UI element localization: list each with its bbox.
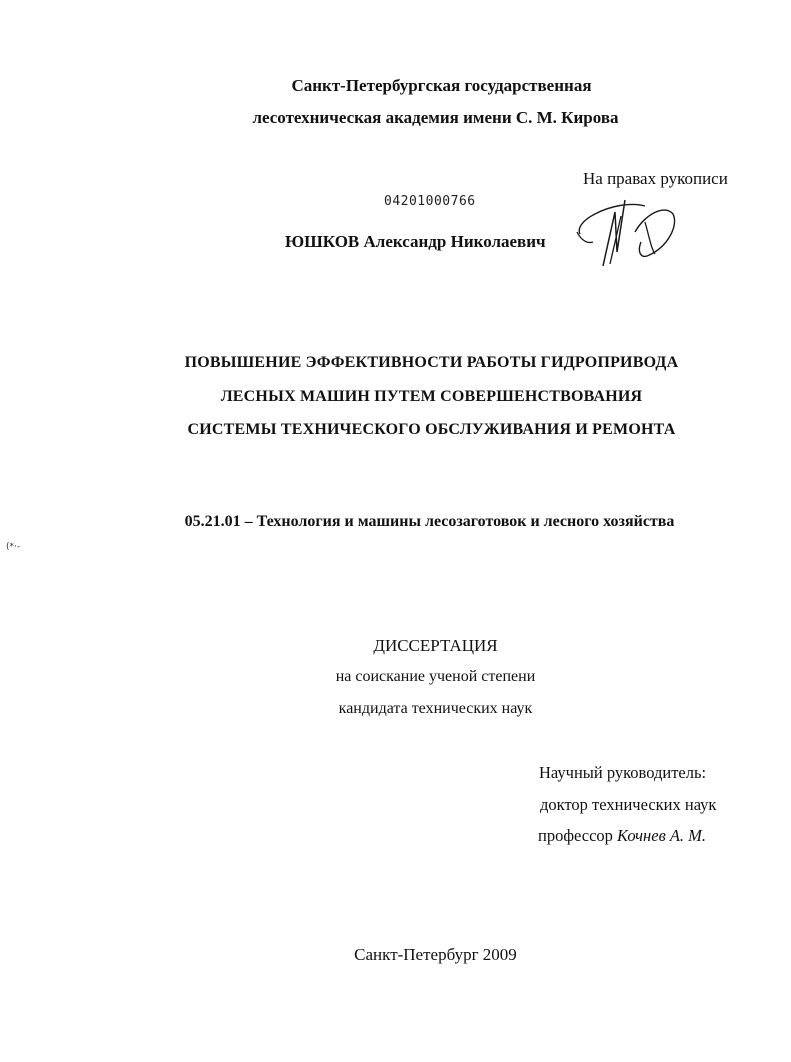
advisor-label: Научный руководитель:: [539, 763, 707, 782]
document-type: ДИССЕРТАЦИЯ: [373, 636, 498, 655]
city-and-year: Санкт-Петербург 2009: [354, 945, 517, 964]
advisor-name: Кочнев А. М.: [617, 826, 707, 845]
dissertation-title-line1: ПОВЫШЕНИЕ ЭФФЕКТИВНОСТИ РАБОТЫ ГИДРОПРИВОДА: [184, 354, 679, 371]
author-signature: [575, 192, 685, 272]
dissertation-title-line2: ЛЕСНЫХ МАШИН ПУТЕМ СОВЕРШЕНСТВОВАНИЯ: [220, 388, 643, 405]
dissertation-title-line3: СИСТЕМЫ ТЕХНИЧЕСКОГО ОБСЛУЖИВАНИЯ И РЕМОНТА: [187, 421, 676, 438]
degree-line2: кандидата технических наук: [338, 700, 533, 717]
institution-name-line2: лесотехническая академия имени С. М. Кирова: [252, 108, 619, 127]
degree-line1: на соискание ученой степени: [335, 668, 536, 685]
margin-scan-mark: (*·-: [6, 542, 21, 552]
specialty-code: 05.21.01 – Технология и машины лесозаготовок и лесного хозяйства: [184, 513, 675, 530]
institution-name-line1: Санкт-Петербургская государственная: [291, 76, 592, 95]
advisor-degree: доктор технических наук: [540, 795, 717, 814]
author-name: ЮШКОВ Александр Николаевич: [285, 232, 546, 251]
advisor-position: профессор: [538, 826, 613, 845]
document-number: 04201000766: [384, 194, 476, 209]
advisor-title: [538, 826, 706, 846]
manuscript-rights-note: На правах рукописи: [583, 169, 728, 188]
